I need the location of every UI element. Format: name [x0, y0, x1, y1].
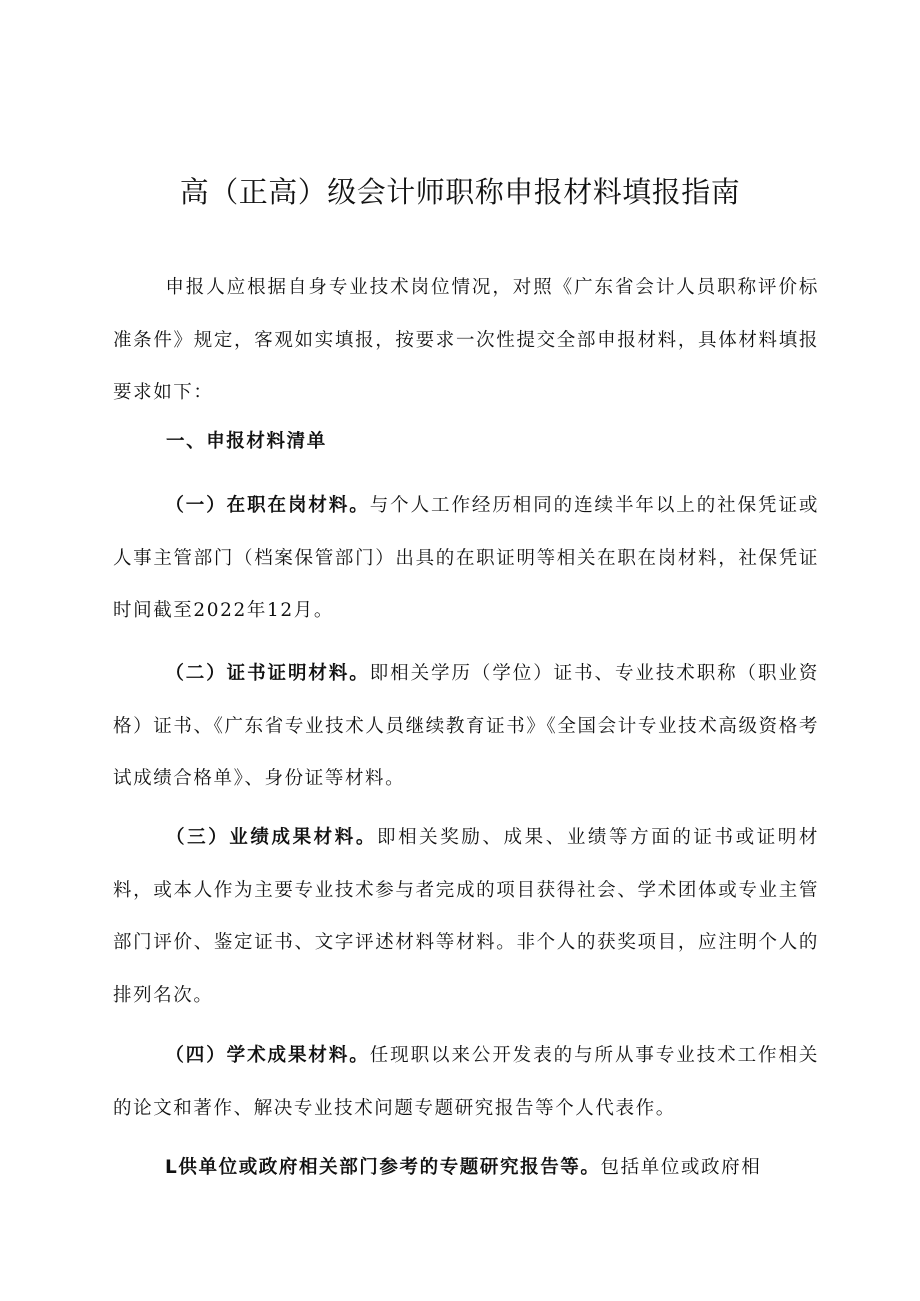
section-heading-materials-list: 一、申报材料清单 — [166, 431, 327, 452]
item-label-3: （三）业绩成果材料。 — [165, 827, 377, 848]
item-text-5: 包括单位或政府相 — [600, 1157, 762, 1178]
item-label-5: L供单位或政府相关部门参考的专题研究报告等。 — [165, 1157, 601, 1178]
intro-text: 申报人应根据自身专业技术岗位情况，对照《广东省会计人员职称评价标准条件》规定，客观如实填报，按要求一次性提交全部申报材料，具体材料填报要求如下： — [113, 277, 819, 403]
item-paragraph-4 — [113, 1030, 819, 1135]
item-paragraph-3 — [113, 812, 819, 1022]
item-label-1: （一）在职在岗材料。 — [165, 495, 370, 516]
item-paragraph-2 — [113, 648, 819, 806]
document-title: 高（正高）级会计师职称申报材料填报指南 — [179, 175, 741, 209]
item-paragraph-1 — [113, 480, 819, 638]
item-text-2: 即相关学历（学位）证书、专业技术职称（职业资格）证书、《广东省专业技术人员继续教育证书》《全国会计专业技术高级资格考试成绩合格单》、身份证等材料。 — [113, 663, 819, 789]
item-label-2: （二）证书证明材料。 — [165, 663, 370, 684]
item-text-1: 与个人工作经历相同的连续半年以上的社保凭证或人事主管部门（档案保管部门）出具的在职证明等相关在职在岗材料，社保凭证时间截至2022年12月。 — [113, 495, 819, 621]
item-text-3: 即相关奖励、成果、业绩等方面的证书或证明材料，或本人作为主要专业技术参与者完成的项目获得社会、学术团体或专业主管部门评价、鉴定证书、文字评述材料等材料。非个人的获奖项目，应注明个人的排列名次。 — [113, 827, 819, 1006]
item-label-4: （四）学术成果材料。 — [165, 1045, 370, 1066]
intro-paragraph — [113, 262, 819, 420]
item-paragraph-5 — [113, 1142, 819, 1195]
item-text-4: 任现职以来公开发表的与所从事专业技术工作相关的论文和著作、解决专业技术问题专题研究报告等个人代表作。 — [113, 1045, 819, 1119]
